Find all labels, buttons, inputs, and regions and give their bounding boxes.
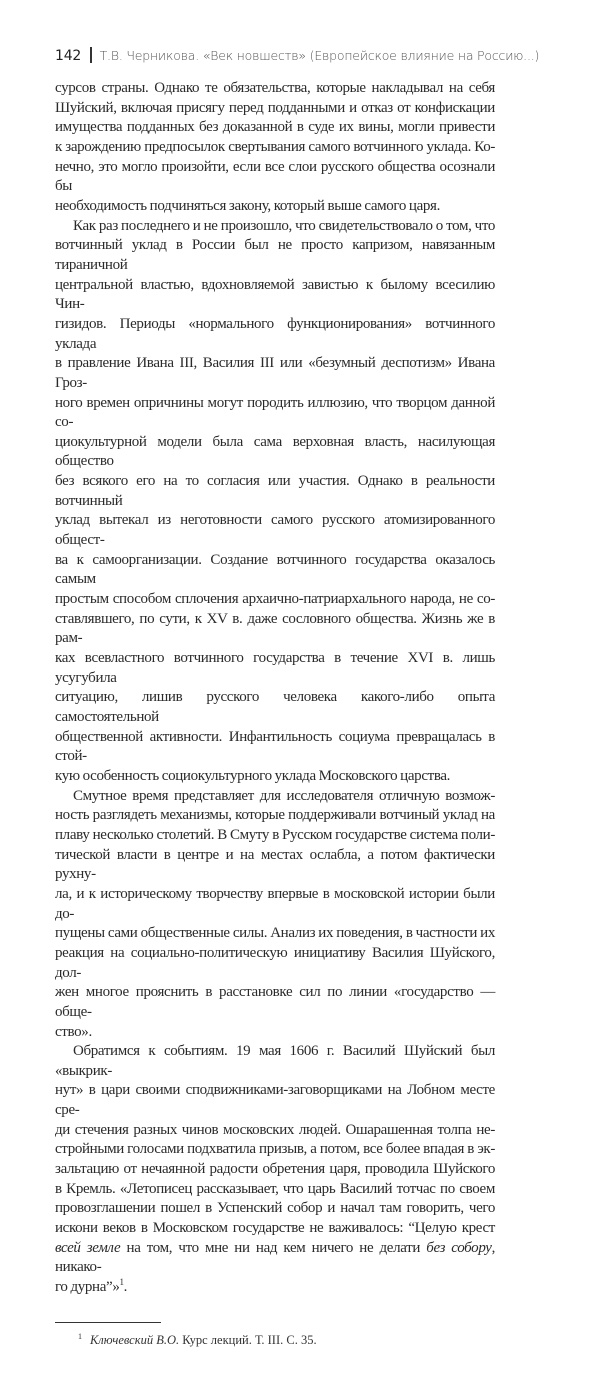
running-title: Т.В. Черникова. «Век новшеств» (Европейское влияние на Россию...): [99, 48, 540, 63]
text-line: плаву несколько столетий. В Смуту в Русском государстве система поли-: [55, 826, 495, 843]
text-line: ва к самоорганизации. Создание вотчинного государства оказалось самым: [55, 551, 495, 588]
text-line: ди стечения разных чинов московских людей. Ошарашенная толпа не-: [55, 1121, 495, 1138]
text-line: Смутное время представляет для исследователя отличную возмож-: [73, 787, 495, 804]
text-line: вотчинный уклад в России был не просто капризом, навязанным тираничной: [55, 237, 495, 273]
text-line: нечно, это могло произойти, если все слои русского общества осознали бы: [55, 158, 495, 195]
text-line: Как раз последнего и не произошло, что свидетельствовало о том, что: [73, 217, 495, 234]
text-segment: го дурна”»: [55, 1279, 120, 1296]
text-line: Обратимся к событиям. 19 мая 1606 г. Василий Шуйский был «выкрик-: [55, 1043, 495, 1079]
text-line: зальтацию от нечаянной радости обретения царя, проводила Шуйского: [55, 1161, 495, 1178]
paragraph: [55, 217, 495, 787]
text-line: уклад вытекал из неготовности самого русского атомизированного общест-: [55, 512, 495, 549]
text-line: в правление Ивана III, Василия III или «безумный деспотизм» Ивана Гроз-: [55, 355, 495, 391]
text-line: ставлявшего, по сути, к XV в. даже сословного общества. Жизнь же в рам-: [55, 610, 495, 647]
text-line: к зарождению предпосылок свертывания самого вотчинного уклада. Ко-: [55, 138, 495, 155]
text-line: Шуйский, включая присягу перед подданными и отказ от конфискации: [55, 99, 495, 116]
text-line: провозглашении пошел в Успенский собор и начал там говорить, чего: [55, 1200, 495, 1217]
italic-text: без собору: [426, 1239, 492, 1256]
text-segment: , никако-: [55, 1239, 495, 1276]
text-line: без всякого его на то согласия или участия. Однако в реальности вотчинный: [55, 473, 495, 509]
text-line: простым способом сплочения архаично-патриархального народа, не со-: [55, 591, 495, 608]
text-line: [55, 1239, 495, 1278]
paragraph: [55, 79, 495, 217]
text-line: [55, 1278, 495, 1298]
text-line: циокультурной модели была сама верховная власть, насилующая общество: [55, 433, 495, 470]
text-line: ность разглядеть механизмы, которые поддерживали вотчиный уклад на: [55, 807, 495, 824]
text-line: ство».: [55, 1023, 92, 1040]
body-text: [55, 79, 495, 1298]
footnote-ref: 1: [119, 1277, 124, 1288]
text-line: стройными голосами подхватила призыв, а потом, все более впадая в эк-: [55, 1141, 495, 1158]
text-line: в Кремль. «Летописец рассказывает, что царь Василий тотчас по своем: [55, 1180, 495, 1197]
header-divider: [90, 47, 92, 63]
running-header: [55, 47, 540, 65]
text-line: необходимость подчиняться закону, который выше самого царя.: [55, 197, 440, 214]
text-line: жен многое прояснить в расстановке сил по линии «государство — обще-: [55, 984, 495, 1020]
paragraph: [55, 787, 495, 1043]
text-line: реакция на социально-политическую инициативу Василия Шуйского, дол-: [55, 944, 495, 981]
footnote-author: Ключевский В.О.: [90, 1332, 180, 1347]
footnote-mark: 1: [78, 1331, 82, 1341]
footnote: [78, 1329, 495, 1348]
italic-text: всей земле: [55, 1239, 121, 1256]
text-segment: .: [123, 1279, 128, 1296]
text-line: пущены сами общественные силы. Анализ их поведения, в частности их: [55, 925, 495, 942]
text-segment: на том, что мне ни над кем ничего не делати: [120, 1239, 427, 1256]
text-line: гизидов. Периоды «нормального функционирования» вотчинного уклада: [55, 315, 495, 352]
footnote-text: Курс лекций. Т. III. С. 35.: [179, 1332, 317, 1347]
text-line: ситуацию, лишив русского человека какого-либо опыта самостоятельной: [55, 689, 495, 725]
page-number: 142: [55, 48, 82, 64]
text-line: тической власти в центре и на местах ослабла, а потом фактически рухну-: [55, 846, 495, 883]
text-line: искони веков в Московском государстве не важивалось: “Целую крест: [55, 1220, 495, 1237]
paragraph: [55, 1042, 495, 1298]
text-line: нут» в цари своими сподвижниками-заговорщиками на Лобном месте сре-: [55, 1082, 495, 1119]
text-line: общественной активности. Инфантильность социума превращалась в стой-: [55, 728, 495, 765]
text-line: имущества подданных без доказанной в суде их вины, могли привести: [55, 119, 495, 136]
text-line: ках всевластного вотчинного государства в течение XVI в. лишь усугубила: [55, 650, 495, 686]
text-line: сурсов страны. Однако те обязательства, которые накладывал на себя: [55, 80, 495, 96]
footnote-rule: [55, 1322, 161, 1323]
text-line: ного времен опричнины могут породить иллюзию, что творцом данной со-: [55, 394, 495, 431]
text-line: центральной властью, вдохновляемой завистью к былому всесилию Чин-: [55, 276, 495, 313]
text-line: кую особенность социокультурного уклада Московского царства.: [55, 767, 451, 784]
text-line: ла, и к историческому творчеству впервые в московской истории были до-: [55, 885, 495, 922]
